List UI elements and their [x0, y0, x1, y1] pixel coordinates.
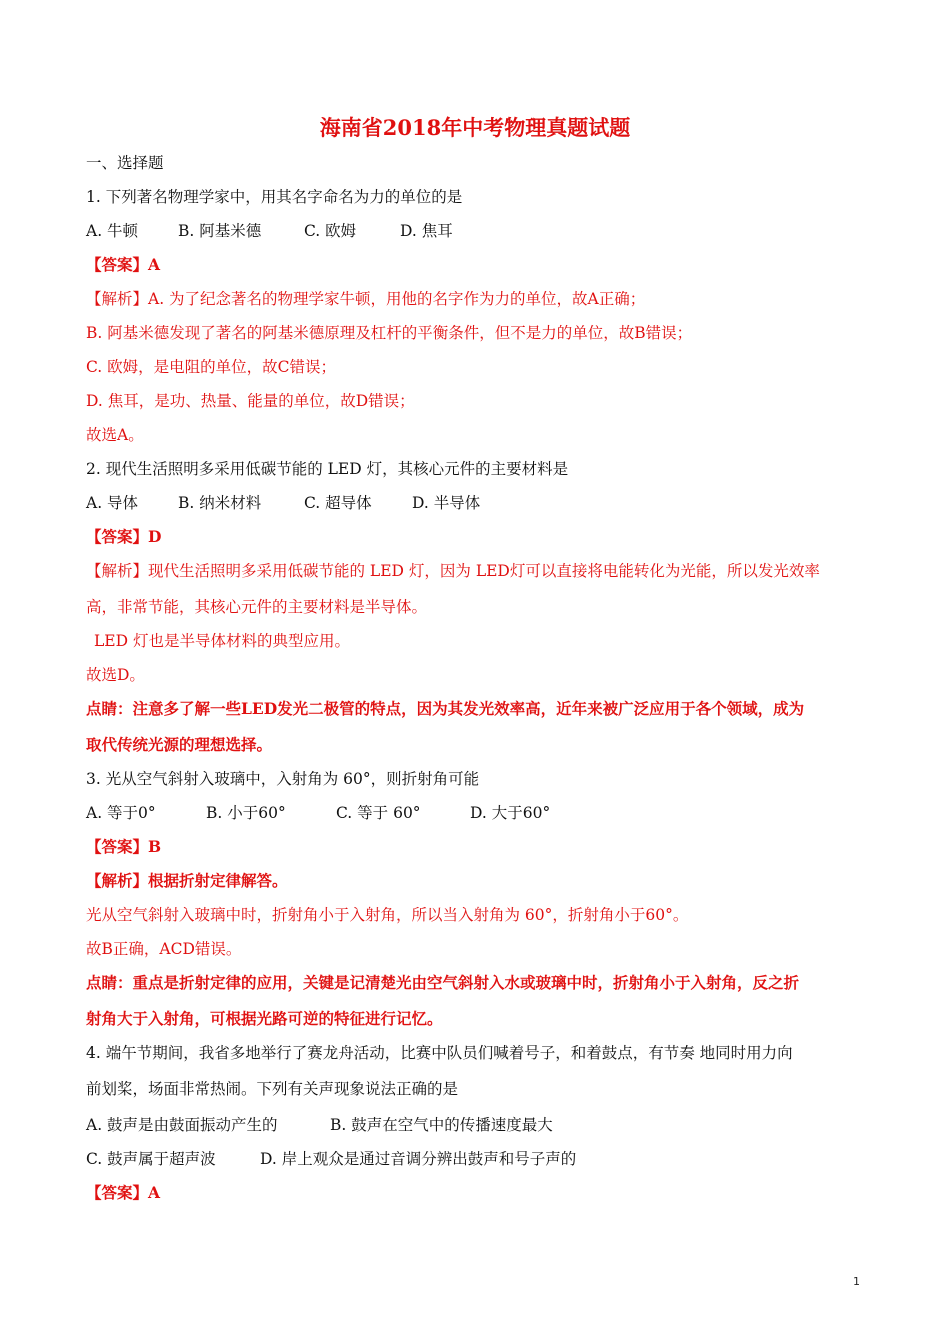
- q4-options-row: [86, 1114, 876, 1136]
- page-number: 1: [853, 1275, 860, 1288]
- q2-option-a: A. 导体: [86, 494, 139, 512]
- q4-stem-line: 前划桨，场面非常热闹。下列有关声现象说法正确的是: [86, 1080, 459, 1098]
- q2-option-b: B. 纳米材料: [178, 494, 262, 512]
- q1-analysis-line: 【解析】A. 为了纪念著名的物理学家牛顿，用他的名字作为力的单位，故A正确；: [86, 290, 646, 308]
- q3-options: [86, 802, 876, 824]
- q2-analysis-line: 【解析】现代生活照明多采用低碳节能的 LED 灯，因为 LED灯可以直接将电能转化为光能，所以发光效率: [86, 562, 820, 580]
- q2-analysis-line: 故选D。: [86, 666, 145, 684]
- q3-option-a: A. 等于0°: [86, 804, 156, 822]
- q4-option-d: D. 岸上观众是通过音调分辨出鼓声和号子声的: [260, 1150, 577, 1168]
- section-heading: 一、选择题: [86, 154, 164, 172]
- q2-analysis-line: LED 灯也是半导体材料的典型应用。: [94, 632, 350, 650]
- q1-analysis-line: 故选A。: [86, 426, 144, 444]
- q1-stem: 1. 下列著名物理学家中，用其名字命名为力的单位的是: [86, 188, 463, 206]
- q2-analysis-line: 高，非常节能，其核心元件的主要材料是半导体。: [86, 598, 428, 616]
- q2-answer: 【答案】D: [86, 527, 162, 546]
- q2-options: [86, 492, 876, 514]
- q2-option-c: C. 超导体: [304, 494, 372, 512]
- q4-answer: 【答案】A: [86, 1183, 161, 1202]
- q1-analysis-line: C. 欧姆，是电阻的单位，故C错误；: [86, 358, 337, 376]
- q3-analysis-line: 光从空气斜射入玻璃中时，折射角小于入射角，所以当入射角为 60°，折射角小于60°。: [86, 906, 689, 924]
- q3-option-b: B. 小于60°: [206, 804, 286, 822]
- q2-tip-line: 点睛：注意多了解一些LED发光二极管的特点，因为其发光效率高，近年来被广泛应用于各个领域，成为: [86, 699, 805, 718]
- q1-analysis-line: D. 焦耳，是功、热量、能量的单位，故D错误；: [86, 392, 415, 410]
- q2-stem: 2. 现代生活照明多采用低碳节能的 LED 灯，其核心元件的主要材料是: [86, 460, 569, 478]
- q2-option-d: D. 半导体: [412, 494, 481, 512]
- q2-tip-line: 取代传统光源的理想选择。: [86, 735, 273, 754]
- q3-answer: 【答案】B: [86, 837, 162, 856]
- q3-tip-line: 射角大于入射角，可根据光路可逆的特征进行记忆。: [86, 1009, 443, 1028]
- document-title: 海南省2018年中考物理真题试题: [319, 115, 631, 140]
- q3-tip-line: 点睛：重点是折射定律的应用，关键是记清楚光由空气斜射入水或玻璃中时，折射角小于入射角，反之折: [86, 973, 800, 992]
- q4-option-a: A. 鼓声是由鼓面振动产生的: [86, 1116, 278, 1134]
- q3-option-d: D. 大于60°: [470, 804, 551, 822]
- q4-options-row: [86, 1148, 876, 1170]
- q3-option-c: C. 等于 60°: [336, 804, 421, 822]
- q3-analysis-line: 【解析】根据折射定律解答。: [86, 871, 288, 890]
- q4-option-b: B. 鼓声在空气中的传播速度最大: [330, 1116, 553, 1134]
- q3-stem: 3. 光从空气斜射入玻璃中，入射角为 60°，则折射角可能: [86, 770, 480, 788]
- q1-option-d: D. 焦耳: [400, 222, 453, 240]
- q1-option-c: C. 欧姆: [304, 222, 357, 240]
- q1-options: [86, 220, 876, 242]
- q1-analysis-line: B. 阿基米德发现了著名的阿基米德原理及杠杆的平衡条件，但不是力的单位，故B错误；: [86, 324, 693, 342]
- q4-stem-line: 4. 端午节期间，我省多地举行了赛龙舟活动，比赛中队员们喊着号子，和着鼓点，有节奏 地同时用力向: [86, 1044, 793, 1062]
- q1-option-b: B. 阿基米德: [178, 222, 262, 240]
- q4-option-c: C. 鼓声属于超声波: [86, 1150, 216, 1168]
- q3-analysis-line: 故B正确，ACD错误。: [86, 940, 242, 958]
- q1-option-a: A. 牛顿: [86, 222, 139, 240]
- q1-answer: 【答案】A: [86, 255, 161, 274]
